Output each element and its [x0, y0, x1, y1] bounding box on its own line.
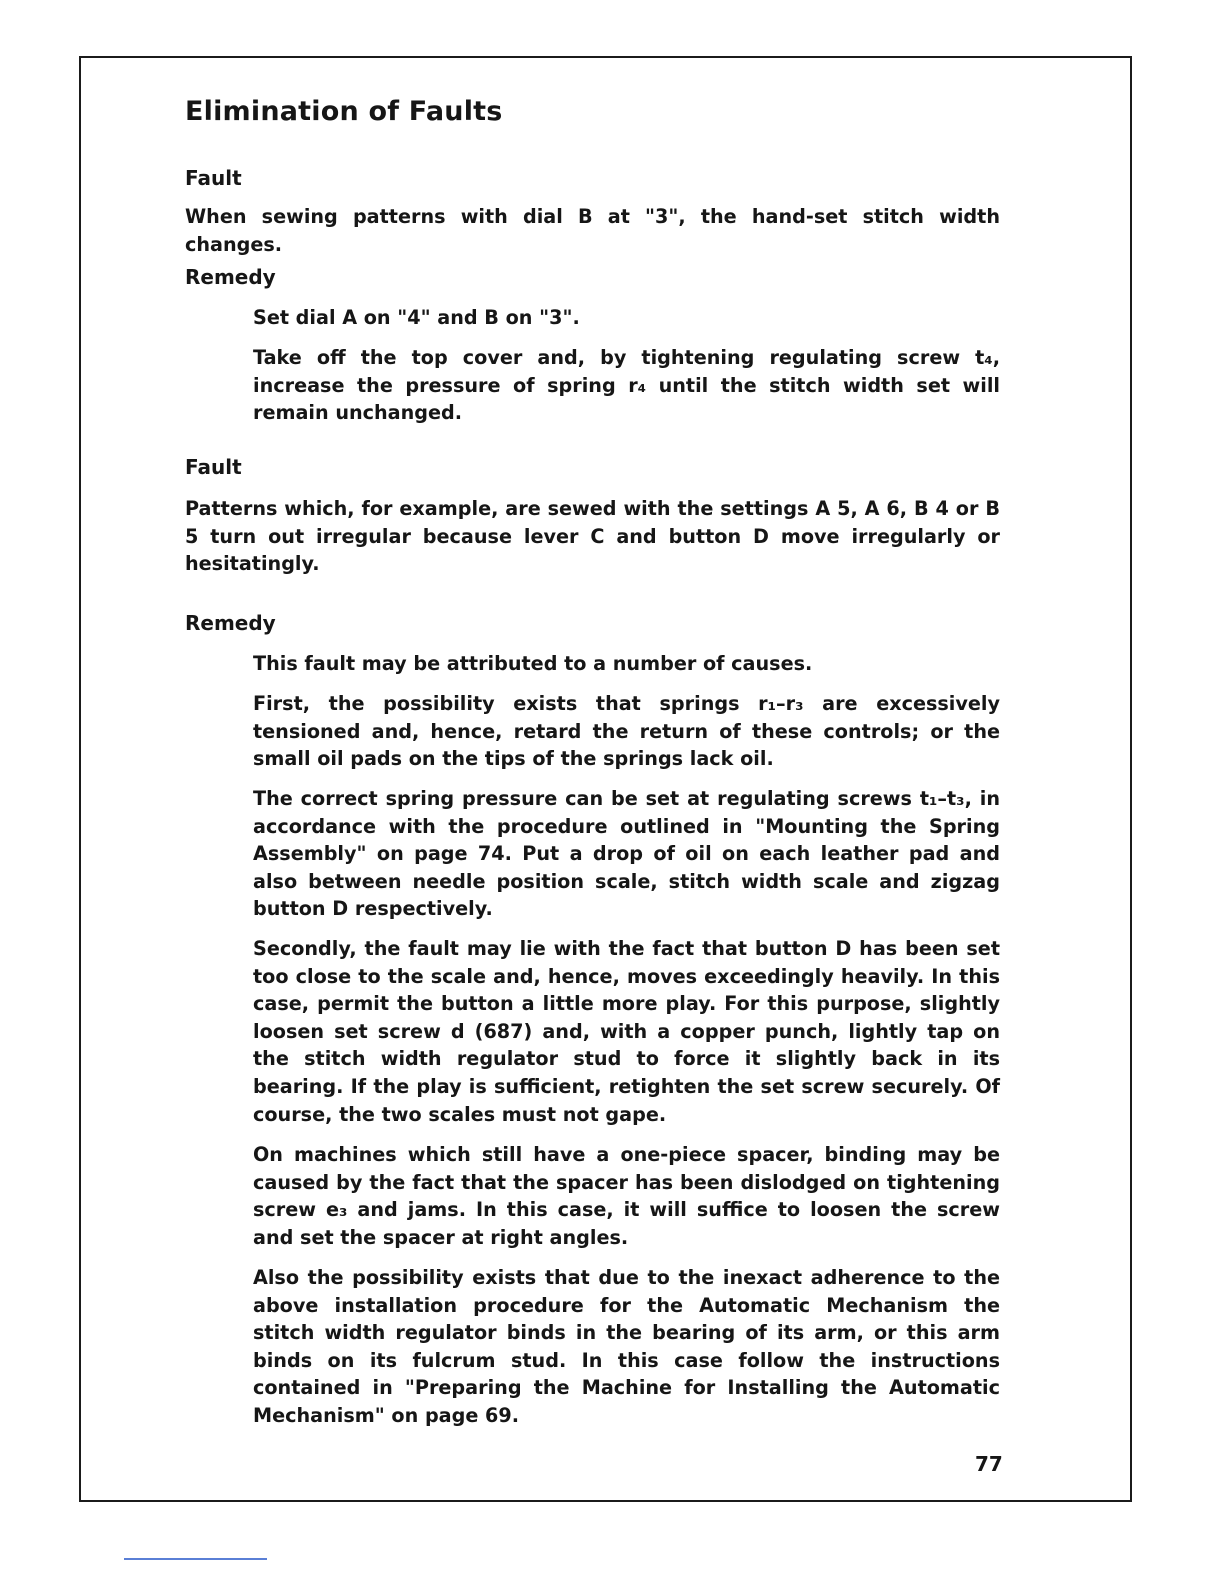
page-title: Elimination of Faults: [185, 96, 503, 127]
remedy-2-paragraph-2: First, the possibility exists that springs r₁–r₃ are excessively tensioned and, hence, retard the return of these controls; or the small oil pads on the tips of the springs lack oil.: [253, 692, 1000, 771]
remedy-2-paragraph-6: Also the possibility exists that due to the inexact adherence to the above installation procedure for the Automatic Mechanism the stitch width regulator binds in the bearing of its arm, or this arm binds on its fulcrum stud. In this case follow the instructions contained in "Preparing the Machine for Installing the Automatic Mechanism" on page 69.: [253, 1266, 1000, 1427]
fault-1-description: When sewing patterns with dial B at "3", the hand-set stitch width changes.: [185, 205, 1000, 256]
section-heading-fault-2: Fault: [185, 455, 242, 479]
page-number: 77: [975, 1452, 1003, 1476]
section-heading-remedy-2: Remedy: [185, 611, 276, 635]
remedy-1-paragraph-2: Take off the top cover and, by tightening regulating screw t₄, increase the pressure of spring r₄ until the stitch width set will remain unchanged.: [253, 346, 1000, 425]
remedy-2-paragraph-5: On machines which still have a one-piece spacer, binding may be caused by the fact that the spacer has been dislodged on tightening screw e₃ and jams. In this case, it will suffice to loosen the screw and set the spacer at right angles.: [253, 1143, 1000, 1249]
remedy-2-paragraph-3: The correct spring pressure can be set at regulating screws t₁–t₃, in accordance with the procedure outlined in "Mounting the Spring Assembly" on page 74. Put a drop of oil on each leather pad and also between needle position scale, stitch width scale and zigzag button D respectively.: [253, 787, 1000, 921]
remedy-1-paragraph-1: Set dial A on "4" and B on "3".: [253, 306, 580, 329]
fault-2-description: Patterns which, for example, are sewed with the settings A 5, A 6, B 4 or B 5 turn out irregular because lever C and button D move irregularly or hesitatingly.: [185, 497, 1000, 576]
section-heading-remedy-1: Remedy: [185, 265, 276, 289]
remedy-2-paragraph-1: This fault may be attributed to a number of causes.: [253, 652, 813, 675]
section-heading-fault-1: Fault: [185, 166, 242, 190]
remedy-2-paragraph-4: Secondly, the fault may lie with the fact that button D has been set too close to the scale and, hence, moves exceedingly heavily. In this case, permit the button a little more play. For this purpose, slightly loosen set screw d (687) and, with a copper punch, lightly tap on the stitch width regulator stud to force it slightly back in its bearing. If the play is sufficient, retighten the set screw securely. Of course, the two scales must not gape.: [253, 937, 1000, 1126]
link-underline: [124, 1558, 267, 1560]
